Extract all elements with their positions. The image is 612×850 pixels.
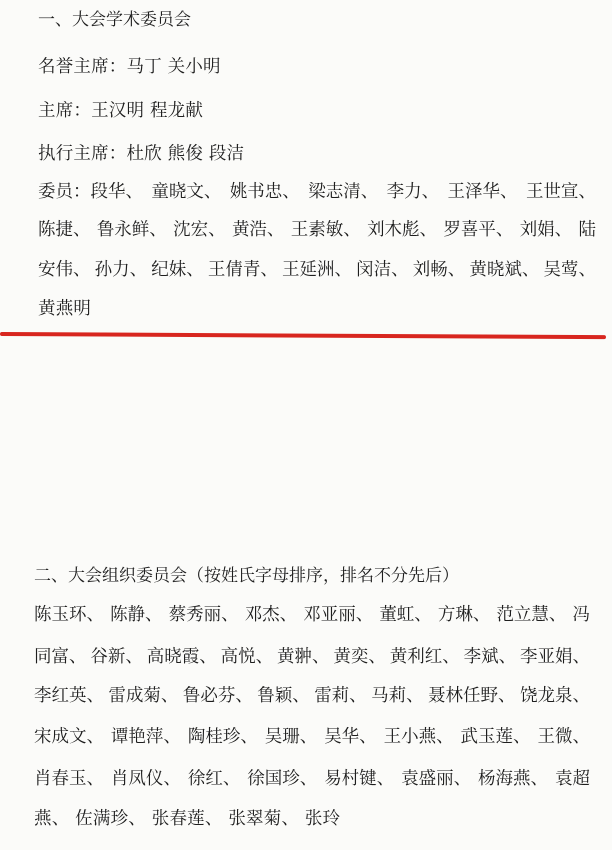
member-name: 闵洁、 [356, 260, 409, 280]
organizing-members-line-2 [34, 645, 590, 669]
member-name: 王延洲、 [282, 260, 352, 280]
academic-members-line-2 [38, 218, 596, 242]
member-name: 武玉莲、 [460, 727, 531, 747]
member-name: 李斌、 [463, 647, 517, 667]
member-name: 孙力、 [94, 260, 148, 280]
member-name: 燕、 [34, 809, 70, 829]
organizing-members-line-5 [34, 767, 590, 791]
member-name: 吴莺、 [543, 260, 596, 280]
member-name: 蔡秀丽、 [168, 605, 239, 625]
academic-members-line-4 [38, 297, 91, 321]
executive-chair-line: 执行主席：杜欣 熊俊 段洁 [38, 144, 245, 164]
organizing-committee-heading: 二、大会组织委员会（按姓氏字母排序，排名不分先后） [34, 566, 459, 586]
member-name: 王倩青、 [207, 260, 278, 280]
member-name: 鲁颖、 [257, 686, 310, 706]
member-name: 邓杰、 [244, 605, 298, 625]
member-name: 沈宏、 [173, 220, 226, 240]
member-name: 王小燕、 [383, 727, 454, 747]
member-name: 李力、 [386, 182, 440, 202]
member-name: 童晓文、 [151, 182, 222, 202]
member-name: 陈捷、 [38, 220, 91, 240]
member-name: 谷新、 [90, 647, 143, 667]
member-name: 李亚娟、 [520, 647, 590, 667]
chair-line: 主席：王汉明 程龙献 [38, 101, 204, 121]
member-name: 纪妹、 [151, 260, 204, 280]
member-name: 陈静、 [110, 605, 163, 625]
member-name: 杨海燕、 [478, 769, 549, 789]
member-name: 张翠菊、 [228, 809, 300, 829]
member-name: 袁超 [554, 769, 590, 789]
member-name: 高晓霞、 [146, 647, 217, 667]
member-name: 袁盛丽、 [401, 769, 472, 789]
member-name: 张春莲、 [151, 809, 223, 829]
member-name: 雷成菊、 [108, 686, 179, 706]
member-name: 李红英、 [34, 686, 104, 706]
member-name: 冯 [572, 605, 590, 625]
member-name: 黄晓斌、 [469, 260, 540, 280]
member-name: 徐红、 [187, 769, 241, 789]
member-name: 王世宣、 [525, 182, 596, 202]
member-name: 刘娟、 [519, 220, 573, 240]
organizing-members-line-6 [34, 807, 340, 831]
member-name: 肖春玉、 [34, 769, 104, 789]
member-name: 吴珊、 [264, 727, 318, 747]
member-name: 罗喜平、 [443, 220, 514, 240]
academic-members-line-1 [38, 180, 596, 204]
member-name: 董虹、 [379, 605, 432, 625]
academic-members-line-3 [38, 258, 596, 282]
member-name: 谭艳萍、 [110, 727, 181, 747]
member-name: 委员：段华、 [38, 182, 143, 202]
member-name: 雷莉、 [314, 686, 367, 706]
member-name: 陆 [578, 220, 596, 240]
member-name: 佐满珍、 [75, 809, 146, 829]
member-name: 方琳、 [437, 605, 491, 625]
member-name: 黄利红、 [389, 647, 460, 667]
member-name: 鲁必芬、 [182, 686, 253, 706]
member-name: 黄奕、 [333, 647, 386, 667]
member-name: 王微、 [537, 727, 590, 747]
member-name: 鲁永鲜、 [96, 220, 167, 240]
member-name: 宋成文、 [34, 727, 104, 747]
academic-committee-heading: 一、大会学术委员会 [38, 10, 191, 30]
member-name: 肖凤仪、 [110, 769, 181, 789]
member-name: 马莉、 [371, 686, 424, 706]
organizing-members-line-3 [34, 684, 590, 708]
member-name: 张玲 [304, 809, 341, 829]
honorary-chair-line: 名誉主席：马丁 关小明 [38, 57, 221, 77]
member-name: 聂林任野、 [428, 686, 516, 706]
member-name: 刘畅、 [412, 260, 466, 280]
red-divider-line [0, 332, 606, 339]
member-name: 刘木彪、 [367, 220, 438, 240]
member-name: 易村键、 [324, 769, 395, 789]
member-name: 安伟、 [38, 260, 91, 280]
member-name: 王素敏、 [290, 220, 361, 240]
member-name: 黄浩、 [231, 220, 285, 240]
member-name: 陶桂珍、 [187, 727, 258, 747]
organizing-members-line-4 [34, 725, 590, 749]
member-name: 陈玉环、 [34, 605, 104, 625]
member-name: 邓亚丽、 [303, 605, 374, 625]
member-name: 梁志清、 [308, 182, 379, 202]
member-name: 徐国珍、 [247, 769, 318, 789]
member-name: 黄燕明 [38, 299, 92, 319]
member-name: 同富、 [34, 647, 87, 667]
member-name: 吴华、 [324, 727, 377, 747]
member-name: 范立慧、 [496, 605, 567, 625]
member-name: 姚书忠、 [229, 182, 300, 202]
member-name: 王泽华、 [447, 182, 518, 202]
member-name: 黄翀、 [277, 647, 330, 667]
organizing-members-line-1 [34, 603, 590, 627]
member-name: 饶龙泉、 [519, 686, 590, 706]
member-name: 高悦、 [220, 647, 274, 667]
